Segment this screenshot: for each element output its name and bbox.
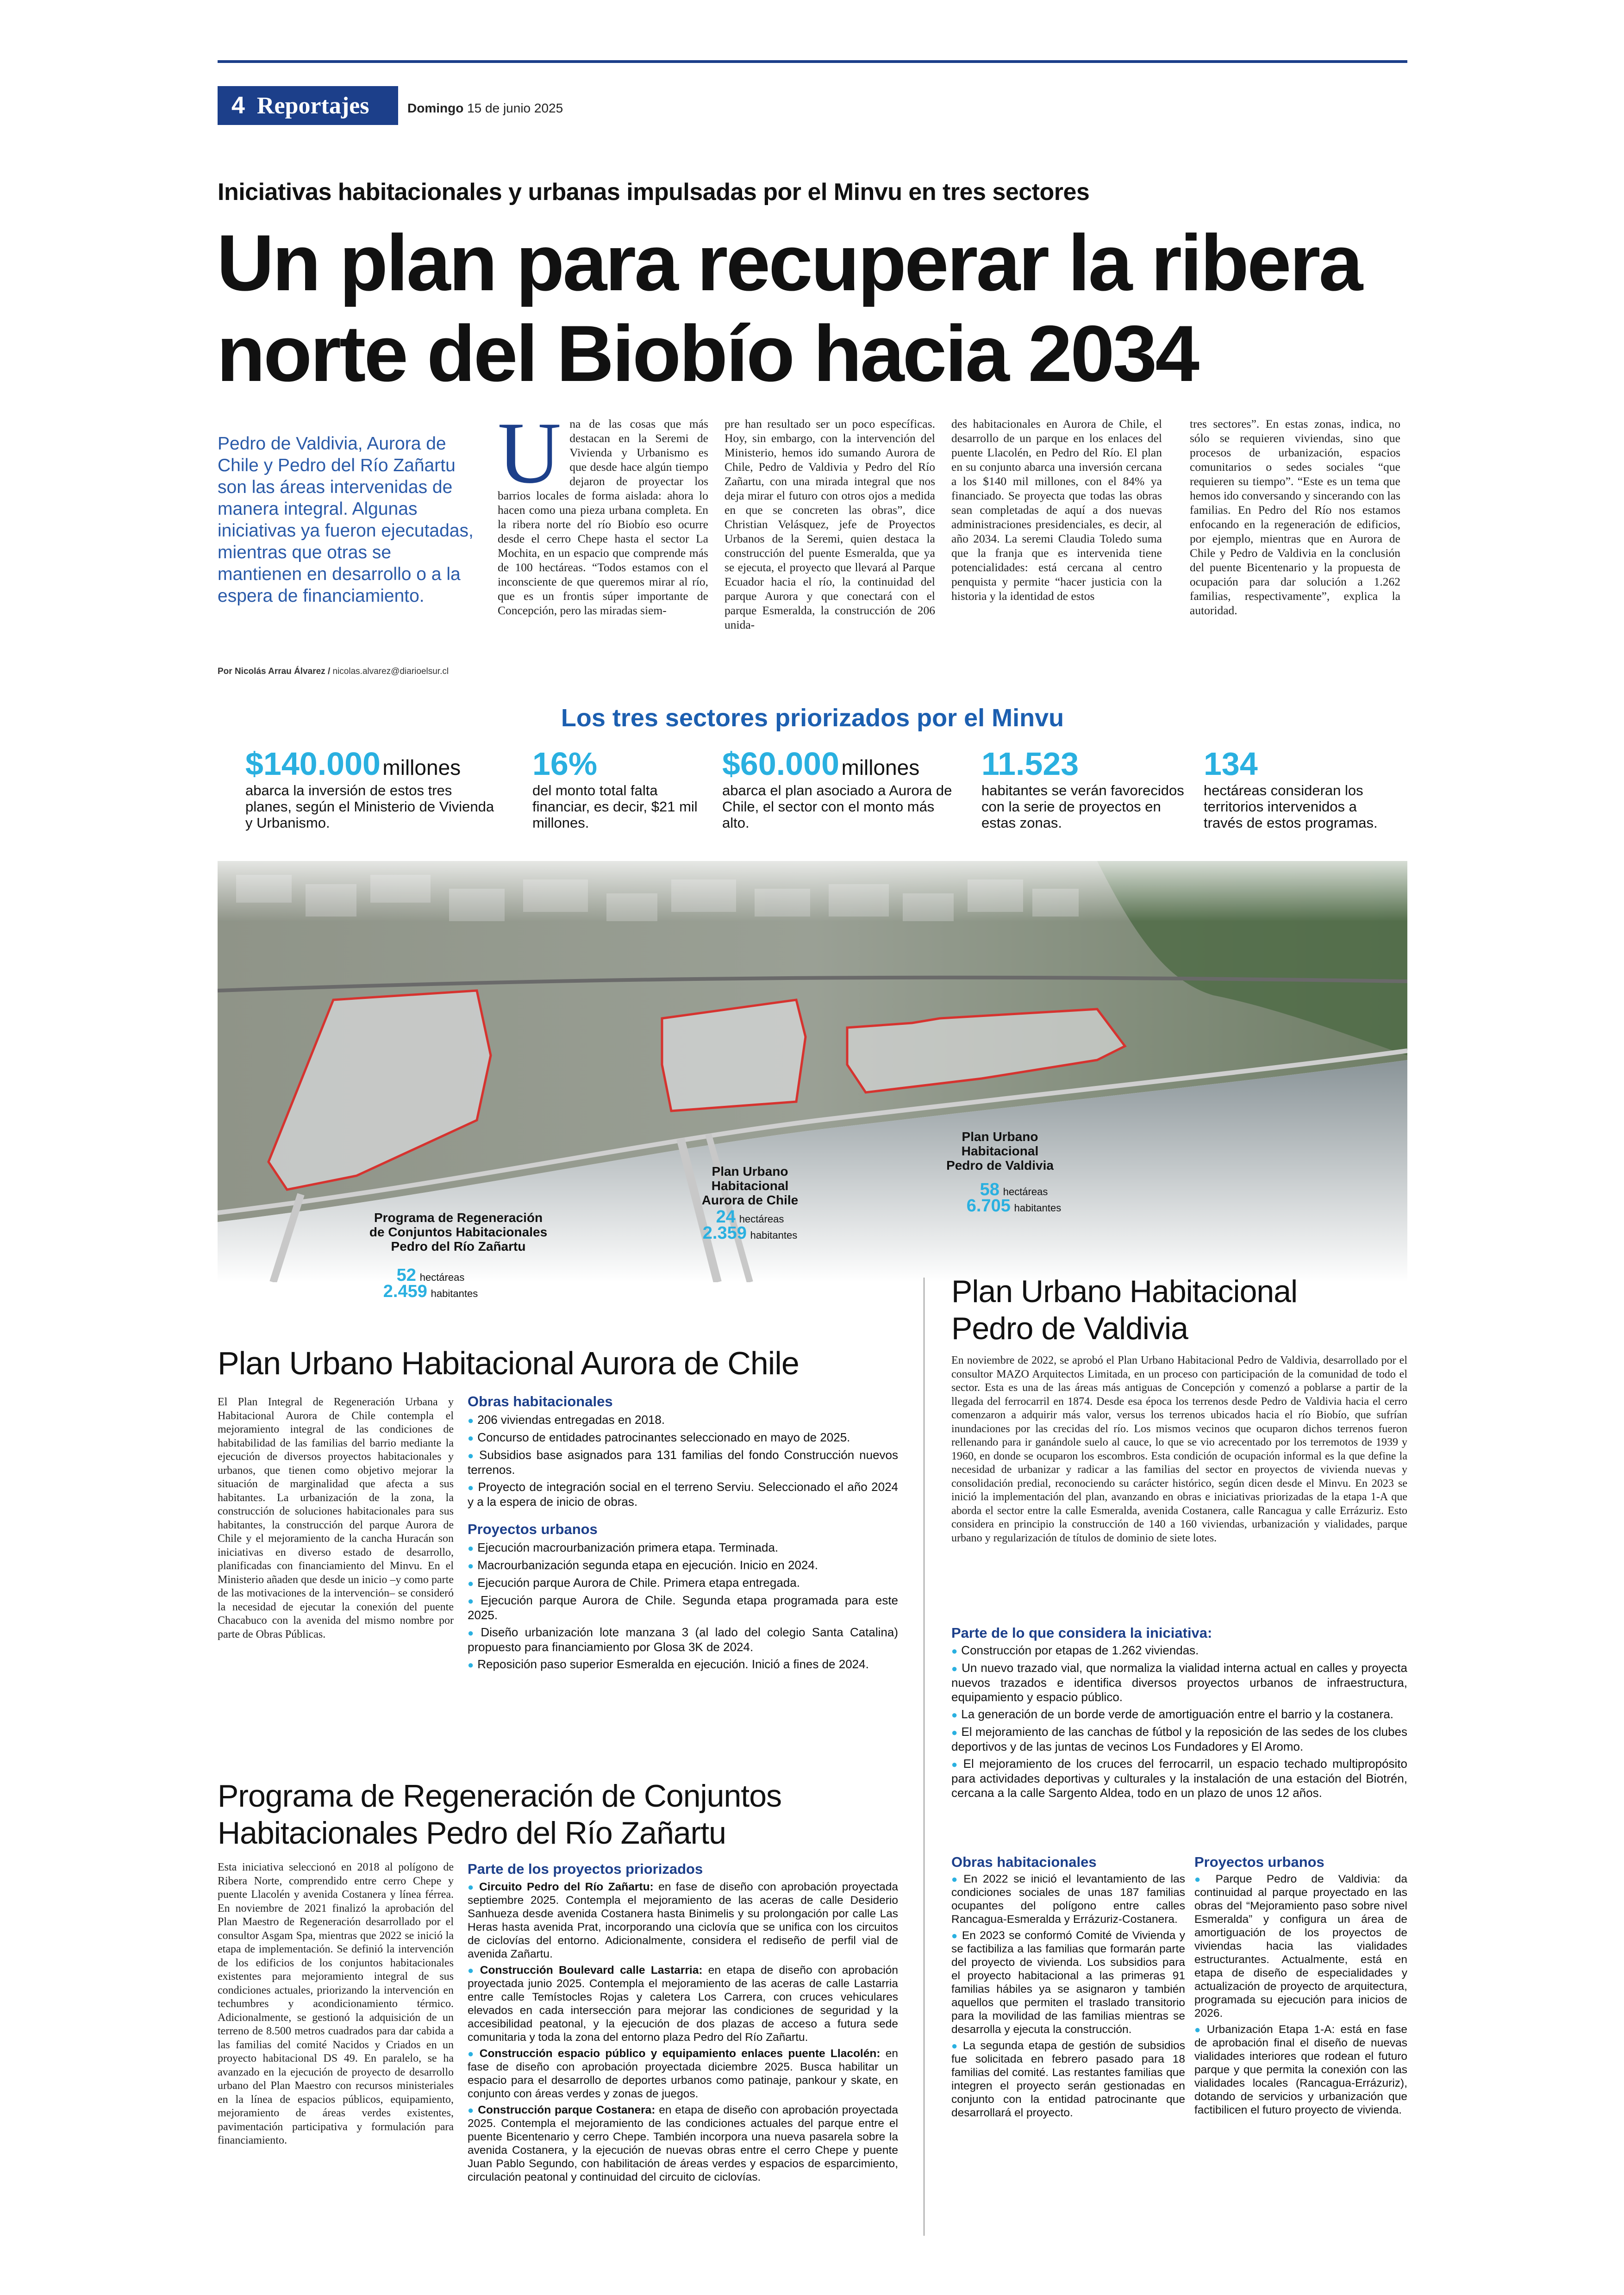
body-col-3: des habitacionales en Aurora de Chile, el desarrollo de un parque en los enlaces del puente Llacolén, en Pedro del Río. El plan en su conjunto abarca una inversión cercana a los $140 mil millones, con el 84% ya financiado. Se proyecta que todas las obras sean completadas de aquí a dos nuevas administraciones presidenciales, es decir, al año 2034. La seremi Claudia Toledo suma que la franja que es intervenida tiene potencialidades: está cercana al centro penquista y permite “hacer justicia con la historia y la identidad de estos: [951, 417, 1162, 603]
pdr-title: Programa de Regeneración de Conjuntos Habitacionales Pedro del Río Zañartu: [218, 1778, 782, 1851]
list-item: ● Construcción espacio público y equipamiento enlaces puente Llacolén: en fase de diseño con aprobación proyectada diciembre 2025. Busca habilitar un espacio para el desarrollo de deportes urbanos como patinaje, pankour y skate, en conjunto con áreas verdes y zonas de juegos.: [468, 2047, 898, 2100]
aurora-obras-title: Obras habitacionales: [468, 1393, 613, 1409]
page-number: 4: [231, 92, 245, 119]
list-item: ● Subsidios base asignados para 131 familias del fondo Construcción nuevos terrenos.: [468, 1448, 899, 1477]
pdv-proy: [1194, 1854, 1407, 2120]
pdv-parte-title: Parte de lo que considera la iniciativa:: [951, 1625, 1212, 1641]
list-item: ● Ejecución macrourbanización primera etapa. Terminada.: [468, 1540, 779, 1554]
byline: Por Nicolás Arrau Álvarez / nicolas.alvarez@diarioelsur.cl: [218, 667, 449, 676]
body-col-4: tres sectores”. En estas zonas, indica, no sólo se requieren viviendas, sino que procesos de urbanización, espacios comunitarios o sedes sociales “que requieren su tiempo”. “Este es un tema que hemos ido conversando y sincerando con las familias. En Pedro del Río nos estamos enfocando en la regeneración de edificios, por ejemplo, mientras que en Aurora de Chile y Pedro de Valdivia en la conclusión del puente Bicentenario y la propuesta de ocupación para dar solución a 1.262 familias, respectivamente”, explica la autoridad.: [1190, 417, 1400, 617]
label-pdr: Programa de Regeneración de Conjuntos Habitacionales Pedro del Río Zañartu: [369, 1210, 548, 1254]
list-item: ● Ejecución parque Aurora de Chile. Segunda etapa programada para este 2025.: [468, 1593, 898, 1622]
list-item: ● Concurso de entidades patrocinantes seleccionado en mayo de 2025.: [468, 1430, 850, 1444]
issue-date: Domingo 15 de junio 2025: [407, 101, 563, 115]
aurora-obras-list: [468, 1413, 898, 1509]
stat-aurora-amount: $60.000 millones abarca el plan asociado a Aurora de Chile, el sector con el monto más alto.: [722, 746, 952, 831]
stat-unfunded: 16% del monto total falta financiar, es decir, $21 mil millones.: [532, 746, 698, 831]
list-item: ● Construcción por etapas de 1.262 viviendas.: [951, 1643, 1199, 1657]
label-aurora: Plan Urbano Habitacional Aurora de Chile 24 hectáreas 2.359 habitantes: [701, 1164, 799, 1243]
list-item: ● Proyecto de integración social en el terreno Serviu. Seleccionado el año 2024 y a la espera de inicio de obras.: [468, 1480, 898, 1509]
pdv-obras-title: Obras habitacionales: [951, 1854, 1097, 1870]
list-item: ● Construcción parque Costanera: en etapa de diseño con aprobación proyectada 2025. Contempla el mejoramiento de las condiciones actuales del parque entre el puente Bicentenario y cerro Chepe. También incorpora una nueva pasarela sobre la avenida Costanera, y la ejecución de nuevas obras entre el cerro Chepe y puente Juan Pablo Segundo, con habilitación de áreas verdes y espacios de esparcimiento, circulación peatonal y continuidad del circuito de ciclovías.: [468, 2104, 898, 2183]
pdv-title: Plan Urbano Habitacional Pedro de Valdivia: [951, 1274, 1298, 1346]
list-item: ● Construcción Boulevard calle Lastarria: en etapa de diseño con aprobación proyectada junio 2025. Contempla el mejoramiento de las aceras de calle Lastarria entre calle Temístocles Rojas y caletera Los Carrera, con cruces vehiculares elevados en cada intersección para mejorar las condiciones de seguridad y la accesibilidad peatonal, y la ejecución de dos plazas de acceso a futura sede comunitaria y toda la zona del entorno plaza Pedro del Río Zañartu.: [468, 1964, 898, 2044]
pdv-obras-list: [951, 1872, 1185, 2120]
list-item: ● 206 viviendas entregadas en 2018.: [468, 1413, 665, 1427]
pdv-body: En noviembre de 2022, se aprobó el Plan Urbano Habitacional Pedro de Valdivia, desarrollado por el consultor MAZO Arquitectos Limitada, en un proceso con participación de la comunidad de todo el sector. Esta es una de las áreas más antiguas de Concepción y comenzó a poblarse a partir de la llegada del ferrocarril en 1874. Desde esa época los terrenos desde Pedro de Valdivia hacia el cerro comenzaron a adquirir más valor, versus los terrenos ubicados hacia el río Biobío, que sufrían inundaciones por las crecidas del río. Los mismos vecinos que ocuparon dichos terrenos fueron rellenando para ir ganándole suelo al cauce, lo que se vio acrecentado por los terremotos de 1939 y 1960, en donde se ocuparon los escombros. Esta condición de ocupación informal es la que define la necesidad de urbanizar y radicar a las familias del sector en proyectos de vivienda nuevas y consolidación predial, reconociendo su carácter histórico, según dicen desde el Minvu. En 2023 se inició la implementación del plan, avanzando en obras e iniciativas priorizadas de la etapa 1-A que aborda el sector entre la calle Esmeralda, avenida Costanera, calle Rancagua y calle Errázuriz. Esto considera en principio la construcción de 140 a 160 viviendas, urbanización y vialidades, parque urbano y regularización de títulos de dominio de siete lotes.: [951, 1354, 1407, 1544]
aurora-proy-title: Proyectos urbanos: [468, 1521, 598, 1537]
label-pdr-figures: 52 hectáreas 2.459 habitantes: [383, 1266, 478, 1301]
pdr-body: Esta iniciativa seleccionó en 2018 al polígono de Ribera Norte, comprendido entre cerro Chepe y puente Llacolén y avenida Costanera y línea férrea. En noviembre de 2021 finalizó la aprobación del Plan Maestro de Regeneración desarrollado por el consultor Asgam Spa, mientras que 2022 se inició la etapa de implementación. Se definió la intervención de los edificios de los conjuntos habitacionales existentes para mejoramiento integral de sus condiciones actuales, priorizando la intervención en techumbres y acondicionamiento térmico. Adicionalmente, se gestionó la adquisición de un terreno de 8.500 metros cuadrados para dar cabida a las familias del comité Nacidos y Criados en un proyecto habitacional DS 49. En paralelo, se ha avanzado en la ejecución de proyecto de desarrollo urbano del Plan Maestro con recursos ministeriales en la línea de espacios públicos, equipamiento, mejoramiento de áreas verdes existentes, pavimentación participativa y formulación para financiamiento.: [218, 1861, 454, 2146]
list-item: ● Ejecución parque Aurora de Chile. Primera etapa entregada.: [468, 1576, 800, 1590]
folio-box: [218, 86, 398, 125]
aurora-title: Plan Urbano Habitacional Aurora de Chile: [218, 1345, 799, 1381]
body-col-2: pre han resultado ser un poco específicas. Hoy, sin embargo, con la intervención del Ministerio, hemos ido sumando Aurora de Chile, Pedro de Valdivia y Pedro del Río Zañartu, con una mirada integral que nos deja mirar el futuro con otros ojos a medida en que se concreten las obras”, dice Christian Velásquez, jefe de Proyectos Urbanos de la Seremi, quien destaca la construcción del puente Esmeralda, que ya se ejecuta, el proyecto que llevará al Parque Ecuador hacia el río, la continuidad del parque Aurora y que conectará con el parque Esmeralda, la construcción de 206 unida-: [725, 417, 935, 631]
stat-residents: 11.523 habitantes se verán favorecidos con la serie de proyectos en estas zonas.: [981, 746, 1184, 831]
list-item: ● El mejoramiento de los cruces del ferrocarril, un espacio techado multipropósito para actividades deportivas y culturales y la instalación de una estación del Biotrén, cercana a la calle Sargento Aldea, todo en un plazo de unos 12 años.: [951, 1757, 1407, 1800]
infobox-title: Los tres sectores priorizados por el Minvu: [561, 704, 1064, 732]
list-item: ● Parque Pedro de Valdivia: da continuidad al parque proyectado en las obras del “Mejoramiento paso sobre nivel Esmeralda” y configura un área de amortiguación de los proyectos de viviendas hacia las vialidades estructurantes. Actualmente, está en etapa de diseño de especialidades y actualización de proyecto de arquitectura, programada su ejecución para inicios de 2026.: [1194, 1873, 1407, 2020]
list-item: ● Reposición paso superior Esmeralda en ejecución. Inició a fines de 2024.: [468, 1657, 869, 1671]
list-item: ● Diseño urbanización lote manzana 3 (al lado del colegio Santa Catalina) propuesto para financiamiento por Glosa 3K de 2024.: [468, 1625, 899, 1654]
aurora-lists: [468, 1393, 898, 1675]
body-col-1: Una de las cosas que más destacan en la Seremi de Vivienda y Urbanismo es que desde hace algún tiempo dejaron de proyectar los barrios locales de forma aislada: ahora lo hacen como una pieza urbana completa. En la ribera norte del río Biobío eso ocurre desde el cerro Chepe hasta el sector La Mochita, en un espacio que comprende más de 100 hectáreas. “Todos estamos con el inconsciente de que queremos mirar al río, que es un frontis súper importante de Concepción, pero las miradas siem-: [498, 405, 708, 617]
list-item: ● En 2022 se inició el levantamiento de las condiciones sociales de unas 187 familias ocupantes del polígono entre calles Rancagua-Esmeralda y Errázuriz-Costanera.: [951, 1873, 1185, 1926]
list-item: ● Urbanización Etapa 1-A: está en fase de aprobación final el diseño de nuevas vialidades interiores que rodean el futuro parque y que permita la conexión con las vialidades locales (Rancagua-Errázuriz), dotando de servicios y urbanización que factibilicen el futuro proyecto de vivienda.: [1194, 2023, 1407, 2116]
lede: Pedro de Valdivia, Aurora de Chile y Pedro del Río Zañartu son las áreas intervenidas de manera integral. Algunas iniciativas ya fueron ejecutadas, mientras que otras se mantienen en desarrollo o a la espera de financiamiento.: [218, 434, 474, 606]
dropcap: U: [498, 405, 562, 502]
list-item: ● Macrourbanización segunda etapa en ejecución. Inicio en 2024.: [468, 1558, 818, 1572]
pdr-list: [468, 1880, 898, 2184]
label-pdv-figures: 58 hectáreas 6.705 habitantes: [966, 1180, 1062, 1216]
headline: Un plan para recuperar la ribera norte del Biobío hacia 2034: [217, 218, 1362, 398]
list-item: ● La segunda etapa de gestión de subsidios fue solicitada en febrero pasado para 18 familias del comité. Las restantes familias que integren el proyecto serán gestionadas en conjunto con la entidad patrocinante que desarrollará el proyecto.: [951, 2039, 1185, 2119]
list-item: ● La generación de un borde verde de amortiguación entre el barrio y la costanera.: [951, 1707, 1393, 1721]
aurora-proy-list: [468, 1540, 898, 1672]
list-item: ● Un nuevo trazado vial, que normaliza la vialidad interna actual en calles y proyecta nuevos trazados e identifica diversos proyectos urbanos de infraestructura, equipamiento y espacio público.: [951, 1661, 1407, 1704]
label-pdv: Plan Urbano Habitacional Pedro de Valdivia: [946, 1129, 1054, 1172]
list-item: ● Circuito Pedro del Río Zañartu: en fase de diseño con aprobación proyectada septiembre 2025. Contempla el mejoramiento de las aceras de calle Desiderio Sanhueza desde avenida Costanera hasta Binimelis y su prolongación por calle Las Heras hasta avenida Prat, incorporando una ciclovía que se unifica con los circuitos de ciclovías del entorno. Adicionalmente, considera el rediseño de perfil vial de avenida Zañartu.: [468, 1881, 898, 1960]
kicker: Iniciativas habitacionales y urbanas impulsadas por el Minvu en tres sectores: [218, 179, 1090, 206]
pdr-lists: [468, 1861, 898, 2187]
section-name: Reportajes: [256, 92, 369, 119]
stat-investment: $140.000 millones abarca la inversión de estos tres planes, según el Ministerio de Vivienda y Urbanismo.: [245, 746, 494, 831]
pdv-parte-list: [951, 1643, 1407, 1800]
stat-hectares: 134 hectáreas consideran los territorios intervenidos a través de estos programas.: [1204, 746, 1378, 831]
list-item: ● En 2023 se conformó Comité de Vivienda y se factibiliza a las familias que formarán parte del proyecto de vivienda. Los subsidios para el proyecto habitacional a las primeras 91 familias hábiles ya se asignaron y también aquellos que permiten el traslado transitorio para la movilidad de las familias mientras se desarrolla y ejecuta la construcción.: [951, 1929, 1185, 2036]
pdv-parte: [951, 1625, 1407, 1803]
pdv-proy-title: Proyectos urbanos: [1194, 1854, 1324, 1870]
pdr-list-title: Parte de los proyectos priorizados: [468, 1861, 703, 1877]
top-rule: [218, 60, 1407, 63]
list-item: ● El mejoramiento de las canchas de fútbol y la reposición de las sedes de los clubes deportivos y de las juntas de vecinos Los Fundadores y El Aromo.: [951, 1725, 1407, 1753]
pdv-proy-list: [1194, 1872, 1407, 2117]
pdv-obras: [951, 1854, 1185, 2122]
aurora-body: El Plan Integral de Regeneración Urbana y Habitacional Aurora de Chile contempla el mejoramiento integral de las condiciones de habitabilidad de las familias del barrio mediante la ejecución de diversos proyectos habitacionales y urbanos, que tienen como objetivo mejorar la situación de marginalidad que afecta a sus habitantes. La urbanización de la zona, la construcción de soluciones habitacionales para sus habitantes, la construcción del parque Aurora de Chile y el mejoramiento de la cancha Huracán son iniciativas en diverso estado de desarrollo, planificadas con financiamiento del Minvu. En el Ministerio añaden que desde un inicio –y como parte de las motivaciones de la intervención– se consideró la necesidad de ejecutar la conexión del puente Chacabuco con la avenida del mismo nombre por parte de Obras Públicas.: [218, 1396, 454, 1640]
